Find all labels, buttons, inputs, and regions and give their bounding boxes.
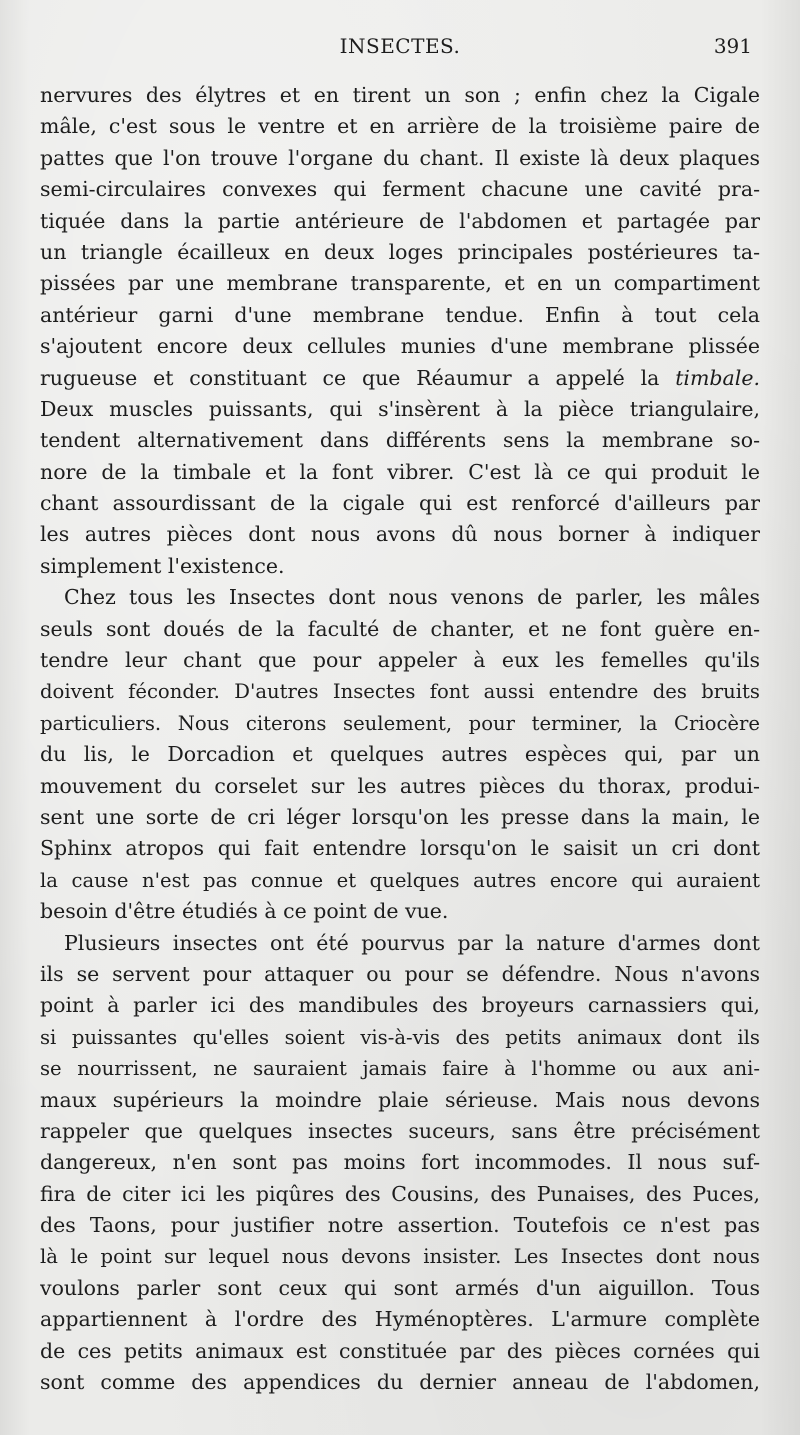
text-line: du lis, le Dorcadion et quelques autres espèces qui, par un bbox=[40, 742, 760, 767]
text-line: pattes que l'on trouve l'organe du chant. Il existe là deux plaques bbox=[40, 145, 760, 170]
running-head bbox=[0, 34, 800, 64]
text-line: tendent alternativement dans différents sens la membrane so- bbox=[40, 428, 760, 453]
text-line: la cause n'est pas connue et quelques autres encore qui auraient bbox=[40, 868, 760, 892]
text-line: antérieur garni d'une membrane tendue. Enfin à tout cela bbox=[40, 302, 760, 327]
text-line: si puissantes qu'elles soient vis-à-vis des petits animaux dont ils bbox=[40, 1025, 760, 1049]
paragraph-end-line: besoin d'être étudiés à ce point de vue. bbox=[40, 899, 449, 924]
text-line: nore de la timbale et la font vibrer. C'est là ce qui produit le bbox=[40, 459, 760, 484]
text-line: mouvement du corselet sur les autres pièces du thorax, produi- bbox=[40, 773, 760, 798]
body-text bbox=[40, 80, 760, 1398]
text-line: doivent féconder. D'autres Insectes font aussi entendre des bruits bbox=[40, 680, 760, 704]
text-line: fira de citer ici les piqûres des Cousins, des Punaises, des Puces, bbox=[40, 1181, 760, 1206]
text-line: des Taons, pour justifier notre assertion. Toutefois ce n'est pas bbox=[40, 1213, 760, 1238]
text-line: particuliers. Nous citerons seulement, pour terminer, la Criocère bbox=[40, 711, 760, 735]
text-line: seuls sont doués de la faculté de chanter, et ne font guère en- bbox=[40, 616, 760, 641]
text-line: Deux muscles puissants, qui s'insèrent à la pièce triangulaire, bbox=[40, 396, 760, 421]
text-line: ils se servent pour attaquer ou pour se défendre. Nous n'avons bbox=[40, 961, 760, 986]
text-line-with-italic bbox=[40, 363, 760, 394]
paragraph-start-line: Plusieurs insectes ont été pourvus par la nature d'armes dont bbox=[64, 930, 760, 955]
paragraph-end-line: simplement l'existence. bbox=[40, 553, 285, 578]
text-line: point à parler ici des mandibules des broyeurs carnassiers qui, bbox=[40, 993, 760, 1018]
text-line: chant assourdissant de la cigale qui est renforcé d'ailleurs par bbox=[40, 491, 760, 516]
text-line: appartiennent à l'ordre des Hyménoptères. L'armure complète bbox=[40, 1307, 760, 1332]
text-line: les autres pièces dont nous avons dû nous borner à indiquer bbox=[40, 522, 760, 547]
text-line: se nourrissent, ne sauraient jamais faire à l'homme ou aux ani- bbox=[40, 1057, 760, 1081]
text-line: nervures des élytres et en tirent un son ; enfin chez la Cigale bbox=[40, 83, 760, 107]
text-line: tiquée dans la partie antérieure de l'abdomen et partagée par bbox=[40, 208, 760, 233]
text-line: mâle, c'est sous le ventre et en arrière de la troisième paire de bbox=[40, 114, 760, 139]
text-line: là le point sur lequel nous devons insister. Les Insectes dont nous bbox=[40, 1245, 760, 1269]
page-number: 391 bbox=[713, 34, 752, 58]
text-line: pissées par une membrane transparente, et en un compartiment bbox=[40, 271, 760, 296]
text-line: sent une sorte de cri léger lorsqu'on les presse dans la main, le bbox=[40, 804, 760, 829]
paragraph-start-line: Chez tous les Insectes dont nous venons de parler, les mâles bbox=[64, 585, 760, 610]
text-line: maux supérieurs la moindre plaie sérieuse. Mais nous devons bbox=[40, 1087, 760, 1112]
text-line: de ces petits animaux est constituée par des pièces cornées qui bbox=[40, 1338, 760, 1363]
text-line: sont comme des appendices du dernier anneau de l'abdomen, bbox=[40, 1370, 760, 1395]
text-line: semi-circulaires convexes qui ferment chacune une cavité pra- bbox=[40, 177, 760, 202]
italic-term: timbale. bbox=[675, 365, 760, 390]
text-line: dangereux, n'en sont pas moins fort incommodes. Il nous suf- bbox=[40, 1150, 760, 1175]
text-line: rappeler que quelques insectes suceurs, sans être précisément bbox=[40, 1118, 760, 1143]
text-line: s'ajoutent encore deux cellules munies d'une membrane plissée bbox=[40, 334, 760, 359]
text-line: Sphinx atropos qui fait entendre lorsqu'on le saisit un cri dont bbox=[40, 836, 760, 861]
running-title: INSECTES. bbox=[339, 34, 461, 58]
text-line: tendre leur chant que pour appeler à eux les femelles qu'ils bbox=[40, 648, 760, 673]
text-line: un triangle écailleux en deux loges principales postérieures ta- bbox=[40, 239, 760, 264]
text-line-segment: rugueuse et constituant ce que Réaumur a appelé la bbox=[40, 365, 660, 390]
text-line: voulons parler sont ceux qui sont armés d'un aiguillon. Tous bbox=[40, 1275, 760, 1300]
